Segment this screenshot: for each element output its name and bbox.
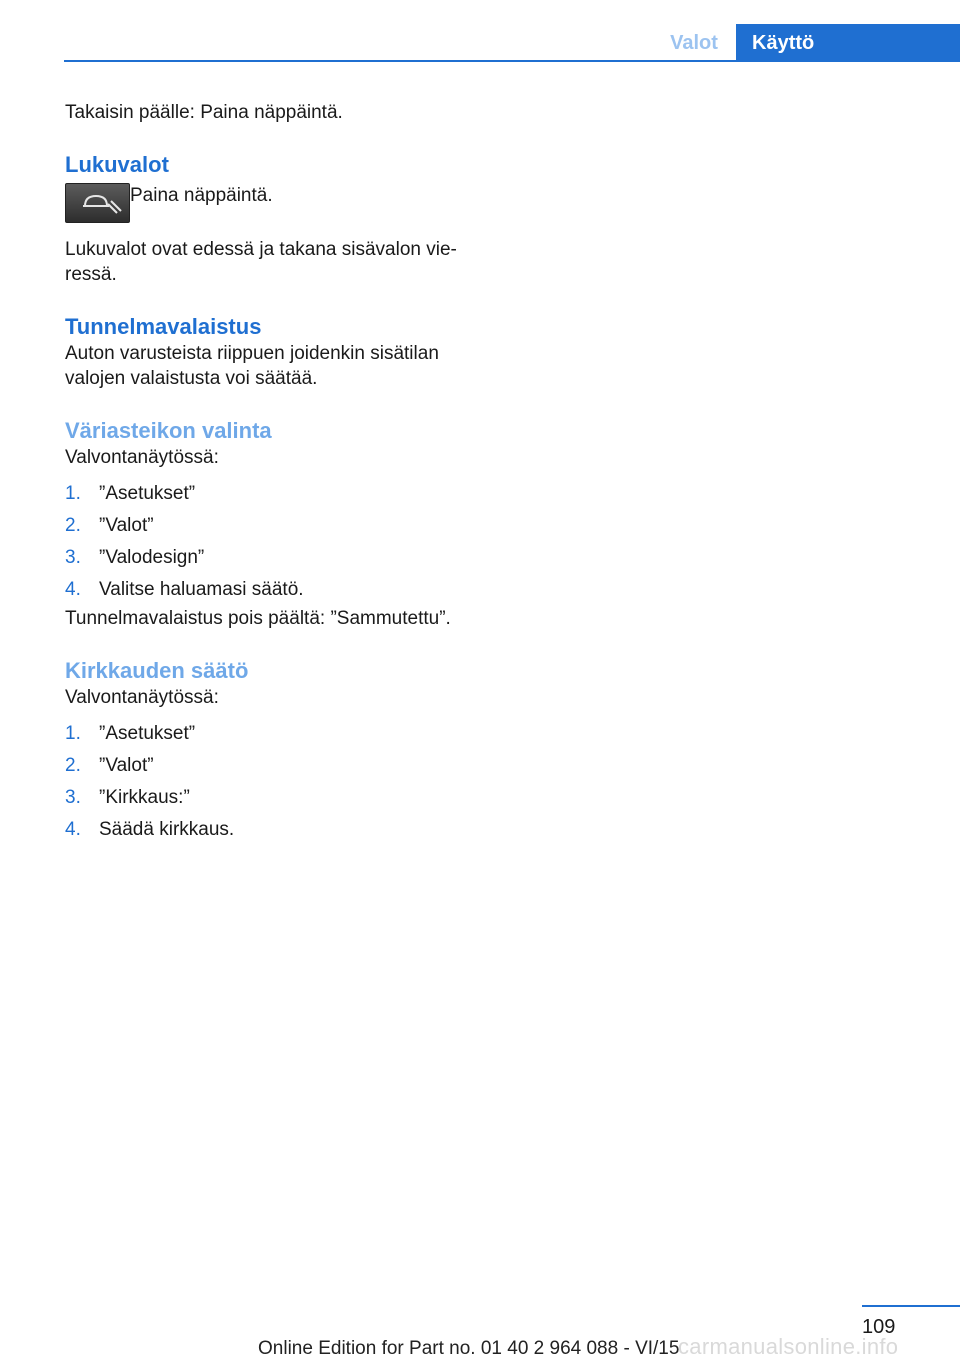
step-number: 3. <box>65 787 81 808</box>
list-item <box>65 814 485 846</box>
heading-color-scheme: Väriasteikon valinta <box>65 418 272 443</box>
intro-text: Takaisin päälle: Paina näppäintä. <box>65 102 343 123</box>
heading-brightness: Kirkkauden säätö <box>65 658 249 683</box>
step-number: 4. <box>65 819 81 840</box>
list-item <box>65 574 485 606</box>
brightness-lead: Valvontanäytössä: <box>65 687 219 708</box>
color-scheme-steps <box>65 478 485 606</box>
step-number: 1. <box>65 723 81 744</box>
page-number: 109 <box>862 1316 896 1338</box>
step-text: ”Kirkkaus:” <box>99 787 190 808</box>
step-text: Säädä kirkkaus. <box>99 819 235 840</box>
step-number: 3. <box>65 547 81 568</box>
step-number: 1. <box>65 483 81 504</box>
edition-line: Online Edition for Part no. 01 40 2 964 088 - VI/15 <box>258 1338 680 1359</box>
heading-reading-lights: Lukuvalot <box>65 152 169 177</box>
ambient-off-note: Tunnelmavalaistus pois päältä: ”Sammutettu”. <box>65 608 451 629</box>
brightness-steps <box>65 718 485 846</box>
list-item <box>65 478 485 510</box>
header-rule <box>64 60 960 62</box>
heading-ambient-lighting: Tunnelmavalaistus <box>65 314 262 339</box>
reading-light-body: Lukuvalot ovat edessä ja takana sisävalon vieressä. <box>65 239 457 285</box>
step-text: ”Asetukset” <box>99 723 196 744</box>
step-number: 4. <box>65 579 81 600</box>
ambient-body: Auton varusteista riippuen joidenkin sisätilan valojen valaistusta voi säätää. <box>65 343 439 389</box>
tab-chapter-kaytto: Käyttö <box>736 24 960 62</box>
step-number: 2. <box>65 515 81 536</box>
step-text: Valitse haluamasi säätö. <box>99 579 304 600</box>
list-item <box>65 510 485 542</box>
step-text: ”Valot” <box>99 515 154 536</box>
step-text: ”Valodesign” <box>99 547 205 568</box>
tab-section-valot: Valot <box>670 32 718 54</box>
step-number: 2. <box>65 755 81 776</box>
reading-light-instruction <box>65 183 485 223</box>
color-scheme-lead: Valvontanäytössä: <box>65 447 219 468</box>
footer-rule <box>862 1305 960 1307</box>
reading-light-instruction-text: Paina näppäintä. <box>130 185 273 206</box>
list-item <box>65 750 485 782</box>
page-content <box>65 100 485 846</box>
watermark: carmanualsonline.info <box>678 1334 899 1359</box>
step-text: ”Valot” <box>99 755 154 776</box>
step-text: ”Asetukset” <box>99 483 196 504</box>
reading-light-icon <box>65 183 130 223</box>
list-item <box>65 542 485 574</box>
list-item <box>65 782 485 814</box>
list-item <box>65 718 485 750</box>
